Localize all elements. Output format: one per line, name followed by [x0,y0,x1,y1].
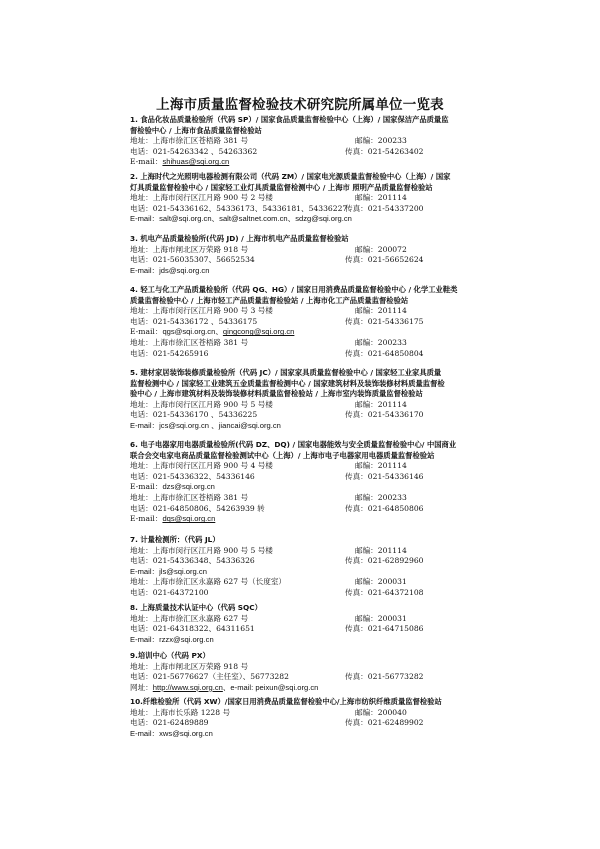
postcode: 邮编：200072 [355,244,407,254]
address: 地址：上海市闵行区江月路 900 号 5 号楼 [130,399,273,409]
section-light-chemical [130,285,510,359]
section-heading: 监督检测中心 / 国家轻工业建筑五金质量监督检测中心 / 国家建筑材料及装饰装修材料质量监督检 [130,378,445,388]
postcode: 邮编：200031 [355,613,407,623]
postcode: 邮编：200233 [355,492,407,502]
section-heading: 7. 计量检测所：（代码 JL） [130,535,220,544]
section-electromechanical [130,234,510,276]
fax: 传真：021-54337200 [345,203,424,213]
email-link[interactable]: dzs@sqi.org.cn [162,482,215,492]
section-training [130,651,510,693]
section-heading: 联合会交电家电商品质量监督检验测试中心（上海）/ 上海市电子电器家用电器质量监督检验站 [130,450,435,460]
section-heading: 4. 轻工与化工产品质量检验所（代码 QG、HG）/ 国家日用消费品质量监督检验中心 / 化学工业鞋类 [130,285,458,294]
section-metrology [130,535,510,599]
website-link[interactable]: http://www.sqi.org.cn [152,682,223,692]
postcode: 邮编：201114 [355,545,407,555]
address: 地址：上海市闵行区江月路 900 号 3 号楼 [130,306,273,316]
address: 地址：上海市徐汇区苍梧路 381 号 [130,492,249,502]
section-fiber [130,697,510,739]
phone: 电话：021-56776627（主任室）、56773282 [130,672,289,682]
email-link[interactable]: qgs@sqi.org.cn [162,327,216,337]
postcode: 邮编：201114 [355,461,407,471]
section-building-materials [130,368,510,432]
section-heading: 5. 建材家居装饰装修质量检验所（代码 JC）/ 国家家具质量监督检验中心 / 国家轻工业家具质量 [130,368,442,377]
fax: 传真：021-64372108 [345,587,424,597]
address: 地址：上海市徐汇区苍梧路 381 号 [130,136,249,146]
phone: 电话：021-62489889 [130,718,209,728]
section-heading: 8. 上海质量技术认证中心（代码 SQC） [130,603,262,612]
phone: 电话：021-54336162、54336173、54336181、54336227 [130,203,348,213]
phone: 电话：021-56035307、56652534 [130,255,255,265]
email-label: E-mail： [130,157,163,167]
phone: 电话：021-54336170 、54336225 [130,410,258,420]
phone: 电话：021-64372100 [130,587,209,597]
section-heading: 10.纤维检验所（代码 XW）/国家日用消费品质量监督检验中心/上海市纺织纤维质量监督检验站 [130,697,442,706]
postcode: 邮编：200040 [355,707,407,717]
address: 地址：上海市闵行区江月路 900 号 4 号楼 [130,461,273,471]
section-electronics [130,440,510,525]
section-heading: 灯具质量监督检验中心 / 国家轻工业灯具质量监督检测中心 / 上海市 照明产品质量监督检验站 [130,182,433,192]
address: 地址：上海市徐汇区永嘉路 627 号（长度室） [130,577,287,587]
section-lighting [130,172,510,225]
fax: 传真：021-64850804 [345,348,424,358]
section-heading: 6. 电子电器家用电器质量检验所(代码 DZ、DQ) / 国家电器能效与安全质量监督检验中心/ 中国商业 [130,440,457,449]
postcode: 邮编：200031 [355,577,407,587]
fax: 传真：021-54263402 [345,146,424,156]
section-heading: 2. 上海时代之光照明电器检测有限公司（代码 ZM）/ 国家电光源质量监督检验中心（上海）/ 国家 [130,172,451,181]
fax: 传真：021-56773282 [345,672,424,682]
email: E-mail：xws@sqi.org.cn [130,728,213,738]
section-heading: 3. 机电产品质量检验所(代码 JD) / 上海市机电产品质量监督检验站 [130,234,349,243]
section-heading: 9.培训中心（代码 PX） [130,651,210,660]
fax: 传真：021-54336170 [345,410,424,420]
phone: 电话：021-54263342 、54263362 [130,146,258,156]
postcode: 邮编：200233 [355,136,407,146]
website-label: 网址： [130,682,153,692]
fax: 传真：021-64850806 [345,503,424,513]
email-label: E-mail： [130,482,163,492]
email-link[interactable]: dqs@sqi.org.cn [162,514,216,524]
email: E-mail：rzzx@sqi.org.cn [130,634,214,644]
section-heading: 督检验中心 / 上海市食品质量监督检验站 [130,125,262,135]
address: 地址：上海市长乐路 1228 号 [130,707,231,717]
fax: 传真：021-62489902 [345,718,424,728]
email-link[interactable]: qingcong@sqi.org.cn [222,327,295,337]
phone: 电话：021-54336348、54336326 [130,556,255,566]
address: 地址：上海市闸北区万荣路 918 号 [130,244,249,254]
address: 地址：上海市闸北区万荣路 918 号 [130,661,249,671]
email: 、e-mail: peixun@sqi.org.cn [222,682,319,692]
section-heading: 验中心 / 上海市建筑材料及装饰装修材料质量监督检验站 / 上海市室内装饰质量监督检验站 [130,389,423,399]
separator: 、 [215,327,223,337]
postcode: 邮编：201114 [355,193,407,203]
email: E-mail：jcs@sqi.org.cn 、jiancai@sqi.org.cn [130,420,281,430]
phone: 电话：021-54265916 [130,348,209,358]
section-certification [130,603,510,645]
phone: 电话：021-64318322、64311651 [130,624,255,634]
fax: 传真：021-54336146 [345,471,424,481]
address: 地址：上海市闵行区江月路 900 号 5 号楼 [130,545,273,555]
fax: 传真：021-54336175 [345,316,424,326]
fax: 传真：021-62892960 [345,556,424,566]
section-heading: 质量监督检验中心 / 上海市轻工产品质量监督检验站 / 上海市化工产品质量监督检验站 [130,295,409,305]
address: 地址：上海市徐汇区永嘉路 627 号 [130,613,249,623]
email: E-mail：jds@sqi.org.cn [130,265,210,275]
address: 地址：上海市闵行区江月路 900 号 2 号楼 [130,193,273,203]
section-food-cosmetics [130,115,510,168]
address: 地址：上海市徐汇区苍梧路 381 号 [130,337,249,347]
fax: 传真：021-64715086 [345,624,424,634]
phone: 电话：021-64850806、54263939 转 [130,503,265,513]
postcode: 邮编：200233 [355,337,407,347]
email: E-mail：jls@sqi.org.cn [130,566,207,576]
email: E-mail：salt@sqi.org.cn、salt@saltnet.com.cn、sdzg@sqi.org.cn [130,214,352,224]
section-heading: 1. 食品化妆品质量检验所（代码 SP）/ 国家食品质量监督检验中心（上海）/ 国家保洁产品质量监 [130,115,449,124]
email-link[interactable]: shihuas@sqi.org.cn [162,157,230,167]
email-label: E-mail： [130,514,163,524]
phone: 电话：021-54336322、54336146 [130,471,255,481]
postcode: 邮编：201114 [355,399,407,409]
email-label: E-mail： [130,327,163,337]
fax: 传真：021-56652624 [345,255,424,265]
postcode: 邮编：201114 [355,306,407,316]
page-title: 上海市质量监督检验技术研究院所属单位一览表 [156,97,444,113]
phone: 电话：021-54336172 、54336175 [130,316,258,326]
